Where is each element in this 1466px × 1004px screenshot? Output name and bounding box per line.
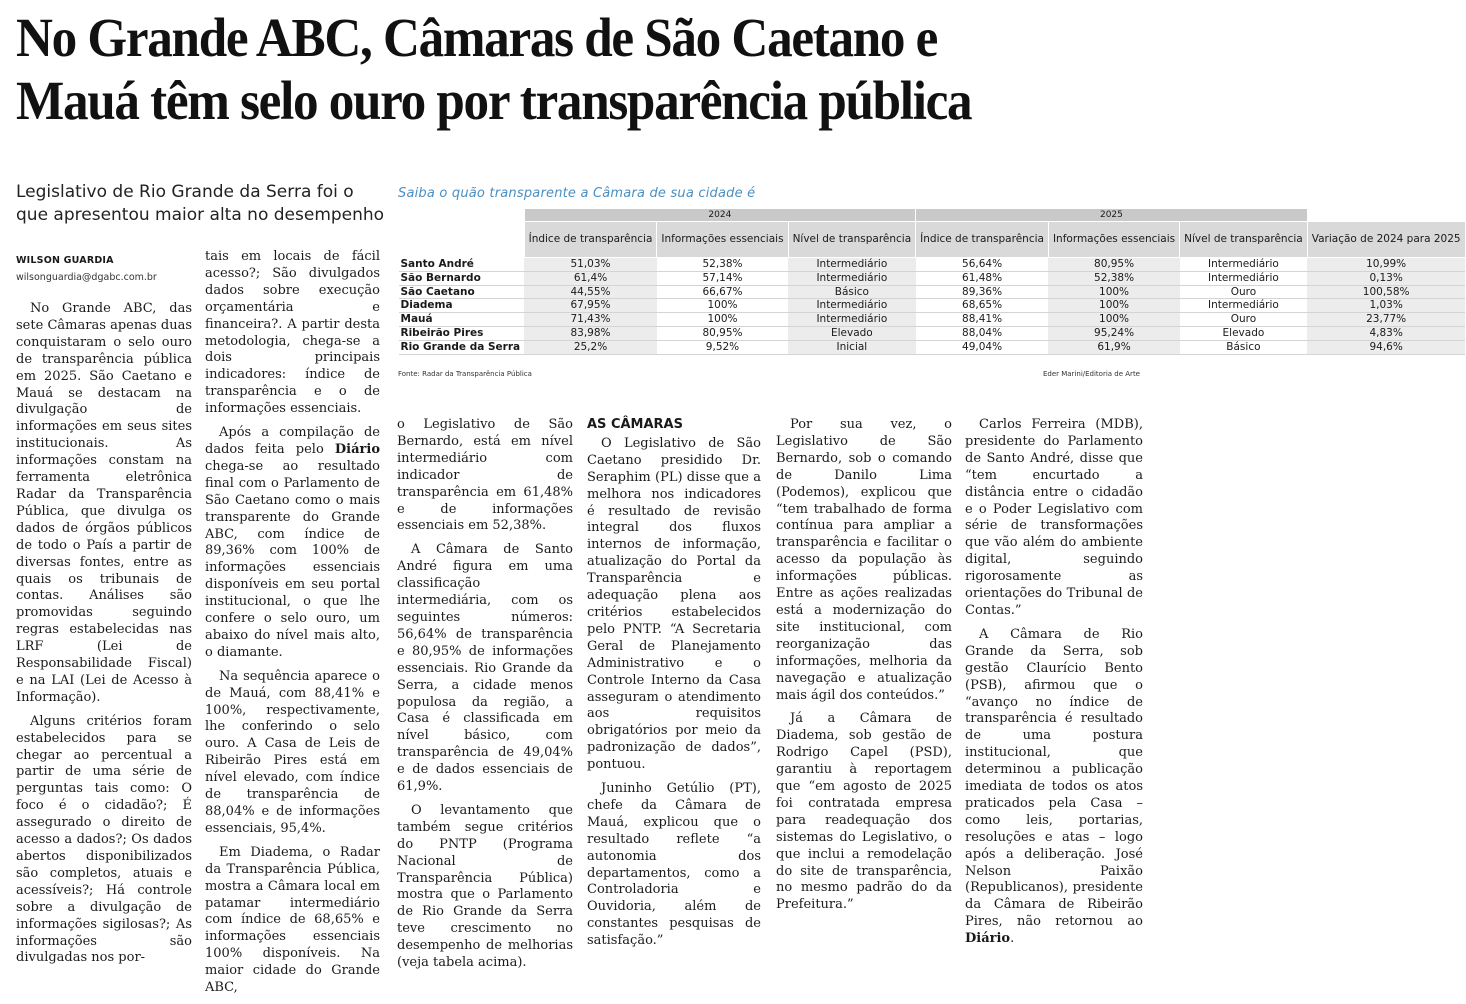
- table-cell: 83,98%: [524, 326, 657, 340]
- table-cell: 100%: [1048, 313, 1179, 327]
- author-name: WILSON GUARDIA: [16, 255, 114, 266]
- table-header-row: [399, 222, 1466, 258]
- table-cell: 95,24%: [1048, 326, 1179, 340]
- table-row: [399, 326, 1466, 340]
- table-cell: 9,52%: [657, 340, 788, 354]
- year-2024-header: 2024: [524, 209, 916, 222]
- city-cell: Rio Grande da Serra: [399, 340, 525, 354]
- byline: [16, 255, 196, 283]
- table-cell: 67,95%: [524, 299, 657, 313]
- table-cell: 52,38%: [657, 258, 788, 272]
- table-row: [399, 313, 1466, 327]
- table-cell: Intermediário: [1180, 299, 1308, 313]
- table-cell: Básico: [1180, 340, 1308, 354]
- subheadline: Legislativo de Rio Grande da Serra foi o que apresentou maior alta no desempenho: [16, 182, 385, 225]
- col-info-2025: Informações essenciais: [1048, 222, 1179, 258]
- table-credit: Eder Marini/Editoria de Arte: [1042, 370, 1140, 378]
- table-cell: 80,95%: [657, 326, 788, 340]
- table-cell: 66,67%: [657, 285, 788, 299]
- paragraph: Já a Câmara de Diadema, sob gestão de Rodrigo Capel (PSD), garantiu à reportagem que “em agosto de 2025 foi contratada empresa para readequação dos sistemas do Legislativo, o que inclui a remodelação do site de transparência, no mesmo padrão do da Prefeitura.”: [776, 711, 952, 913]
- paragraph: Juninho Getúlio (PT), chefe da Câmara de Mauá, explicou que o resultado reflete “a autonomia dos departamentos, como a Controladoria e Ouvidoria, além de constantes pesquisas de satisfação.”: [587, 781, 761, 949]
- transparency-table: [398, 208, 1466, 355]
- table-cell: 61,4%: [524, 271, 657, 285]
- paragraph: No Grande ABC, das sete Câmaras apenas duas conquistaram o selo ouro de transparência pública em 2025. São Caetano e Mauá se destacam na divulgação de informações em seus sites institucionais. As informações constam na ferramenta eletrônica Radar da Transparência Pública, que divulga os dados de órgãos públicos de todo o País a partir de diversas fontes, entre as quais os tribunais de contas. Análises são promovidas seguindo regras estabelecidas nas LRF (Lei de Responsabilidade Fiscal) e na LAI (Lei de Acesso à Informação).: [16, 301, 192, 705]
- table-cell: Intermediário: [788, 258, 916, 272]
- col-variation: Variação de 2024 para 2025: [1307, 222, 1465, 258]
- paragraph: A Câmara de Rio Grande da Serra, sob gestão Claurício Bento (PSB), afirmou que o “avanço no índice de transparência é resultado de uma postura institucional, que determinou a publicação imediata de todos os atos praticados pela Casa – como leis, portarias, resoluções e atas – logo após a deliberação. José Nelson Paixão (Republicanos), presidente da Câmara de Ribeirão Pires, não retornou ao Diário.: [965, 626, 1143, 947]
- table-cell: 100%: [1048, 299, 1179, 313]
- table-cell: Elevado: [1180, 326, 1308, 340]
- column-4: [587, 417, 761, 957]
- column-3: [397, 417, 573, 979]
- table-cell: 57,14%: [657, 271, 788, 285]
- table-cell: Intermediário: [1180, 271, 1308, 285]
- table-cell: Intermediário: [788, 271, 916, 285]
- table-cell: 52,38%: [1048, 271, 1179, 285]
- table-cell: 61,9%: [1048, 340, 1179, 354]
- paragraph: o Legislativo de São Bernardo, está em nível intermediário com indicador de transparência em 61,48% e de informações essenciais em 52,38%.: [397, 417, 573, 534]
- table-cell: 23,77%: [1307, 313, 1465, 327]
- col-level-2025: Nível de transparência: [1180, 222, 1308, 258]
- table-cell: 25,2%: [524, 340, 657, 354]
- paragraph: Na sequência aparece o de Mauá, com 88,41% e 100%, respectivamente, lhe conferindo o selo ouro. A Casa de Leis de Ribeirão Pires está em nível elevado, com índice de transparência de 88,04% e de informações essenciais, 95,4%.: [205, 668, 380, 836]
- table-row: [399, 271, 1466, 285]
- table-cell: 100%: [1048, 285, 1179, 299]
- table-cell: 100,58%: [1307, 285, 1465, 299]
- table-cell: 94,6%: [1307, 340, 1465, 354]
- newspaper-name: Diário: [965, 931, 1011, 947]
- paragraph: O levantamento que também segue critérios do PNTP (Programa Nacional de Transparência Pública) mostra que o Parlamento de Rio Grande da Serra teve crescimento no desempenho de melhorias (veja tabela acima).: [397, 802, 573, 971]
- table-year-row: [399, 209, 1466, 222]
- city-cell: Ribeirão Pires: [399, 326, 525, 340]
- year-2025-header: 2025: [916, 209, 1308, 222]
- table-row: [399, 258, 1466, 272]
- table-cell: Inicial: [788, 340, 916, 354]
- paragraph: Carlos Ferreira (MDB), presidente do Parlamento de Santo André, disse que “tem encurtado a distância entre o cidadão e o Poder Legislativo com série de transformações que vão além do ambiente digital, seguindo rigorosamente as orientações do Tribunal de Contas.”: [965, 417, 1143, 618]
- table-body: [399, 258, 1466, 355]
- paragraph: Alguns critérios foram estabelecidos para se chegar ao percentual a partir de uma série de perguntas tais como: O foco é o cidadão?; É assegurado o direito de acesso a dados?; Os dados abertos disponibilizados são completos, atuais e acessíveis?; Há controle sobre a divulgação de informações sigilosas?; As informações são divulgadas nos por-: [16, 713, 192, 966]
- table-source: Fonte: Radar da Transparência Pública: [398, 370, 532, 378]
- paragraph: A Câmara de Santo André figura em uma classificação intermediária, com os seguintes números: 56,64% de transparência e 80,95% de informações essenciais. Rio Grande da Serra, a cidade menos populosa da região, a Casa é classificada em nível básico, com transparência de 49,04% e de dados essenciais de 61,9%.: [397, 542, 573, 795]
- headline-line-1: No Grande ABC, Câmaras de São Caetano e: [16, 7, 938, 68]
- table-cell: Intermediário: [788, 313, 916, 327]
- city-cell: São Bernardo: [399, 271, 525, 285]
- table-cell: Elevado: [788, 326, 916, 340]
- paragraph: Por sua vez, o Legislativo de São Bernardo, sob o comando de Danilo Lima (Podemos), explicou que “tem trabalhado de forma contínua para ampliar a transparência e facilitar o acesso da população às informações públicas. Entre as ações realizadas está a modernização do site institucional, com reorganização das informações, melhoria da navegação e atualização mais ágil dos conteúdos.”: [776, 417, 952, 703]
- table-row: [399, 285, 1466, 299]
- table-cell: 0,13%: [1307, 271, 1465, 285]
- table-cell: 71,43%: [524, 313, 657, 327]
- table-cell: 44,55%: [524, 285, 657, 299]
- table-cell: 68,65%: [916, 299, 1049, 313]
- col-index-2025: Índice de transparência: [916, 222, 1049, 258]
- col-info-2024: Informações essenciais: [657, 222, 788, 258]
- table-cell: 80,95%: [1048, 258, 1179, 272]
- table-row: [399, 299, 1466, 313]
- column-2: [205, 249, 380, 1004]
- paragraph: Em Diadema, o Radar da Transparência Pública, mostra a Câmara local em patamar intermediário com índice de 68,65% e informações essenciais 100% disponíveis. Na maior cidade do Grande ABC,: [205, 844, 380, 996]
- table-cell: 100%: [657, 313, 788, 327]
- paragraph: tais em locais de fácil acesso?; São divulgados dados sobre execução orçamentária e financeira?. A partir desta metodologia, chega-se a dois principais indicadores: índice de transparência e o de informações essenciais.: [205, 249, 380, 417]
- author-email[interactable]: wilsonguardia@dgabc.com.br: [16, 272, 157, 283]
- table-cell: 89,36%: [916, 285, 1049, 299]
- city-cell: Santo André: [399, 258, 525, 272]
- city-cell: Mauá: [399, 313, 525, 327]
- table-cell: 1,03%: [1307, 299, 1465, 313]
- table-cell: Intermediário: [788, 299, 916, 313]
- table-cell: 88,41%: [916, 313, 1049, 327]
- col-index-2024: Índice de transparência: [524, 222, 657, 258]
- table-cell: 49,04%: [916, 340, 1049, 354]
- table-cell: 61,48%: [916, 271, 1049, 285]
- paragraph: Após a compilação de dados feita pelo Diário chega-se ao resultado final com o Parlamento de São Caetano como o mais transparente do Grande ABC, com índice de 89,36% com 100% de informações essenciais disponíveis em seu portal institucional, o que lhe confere o selo ouro, um abaixo do nível mais alto, o diamante.: [205, 425, 380, 660]
- newspaper-name: Diário: [334, 441, 380, 457]
- table-row: [399, 340, 1466, 354]
- column-6: [965, 417, 1143, 955]
- paragraph: O Legislativo de São Caetano presidido Dr. Seraphim (PL) disse que a melhora nos indicadores é resultado de revisão integral dos fluxos internos de informação, atualização do Portal da Transparência e adequação plena aos critérios estabelecidos pelo PNTP. “A Secretaria Geral de Planejamento Administrativo e o Controle Interno da Casa asseguram o atendimento aos requisitos obrigatórios por meio da padronização de dados”, pontuou.: [587, 435, 761, 773]
- city-cell: São Caetano: [399, 285, 525, 299]
- table-cell: 88,04%: [916, 326, 1049, 340]
- table-cell: Intermediário: [1180, 258, 1308, 272]
- table-cell: Ouro: [1180, 313, 1308, 327]
- headline-line-2: Mauá têm selo ouro por transparência pública: [16, 70, 972, 131]
- table-cell: 10,99%: [1307, 258, 1465, 272]
- table-title: Saiba o quão transparente a Câmara de sua cidade é: [398, 186, 756, 201]
- column-5: [776, 417, 952, 921]
- table-cell: 51,03%: [524, 258, 657, 272]
- table-cell: Básico: [788, 285, 916, 299]
- table-cell: 100%: [657, 299, 788, 313]
- headline: [16, 6, 1067, 132]
- table-cell: Ouro: [1180, 285, 1308, 299]
- section-heading: AS CÂMARAS: [587, 417, 683, 432]
- city-cell: Diadema: [399, 299, 525, 313]
- table-cell: 56,64%: [916, 258, 1049, 272]
- col-level-2024: Nível de transparência: [788, 222, 916, 258]
- table-footer: [398, 370, 1140, 378]
- column-1: [16, 301, 192, 974]
- table-cell: 4,83%: [1307, 326, 1465, 340]
